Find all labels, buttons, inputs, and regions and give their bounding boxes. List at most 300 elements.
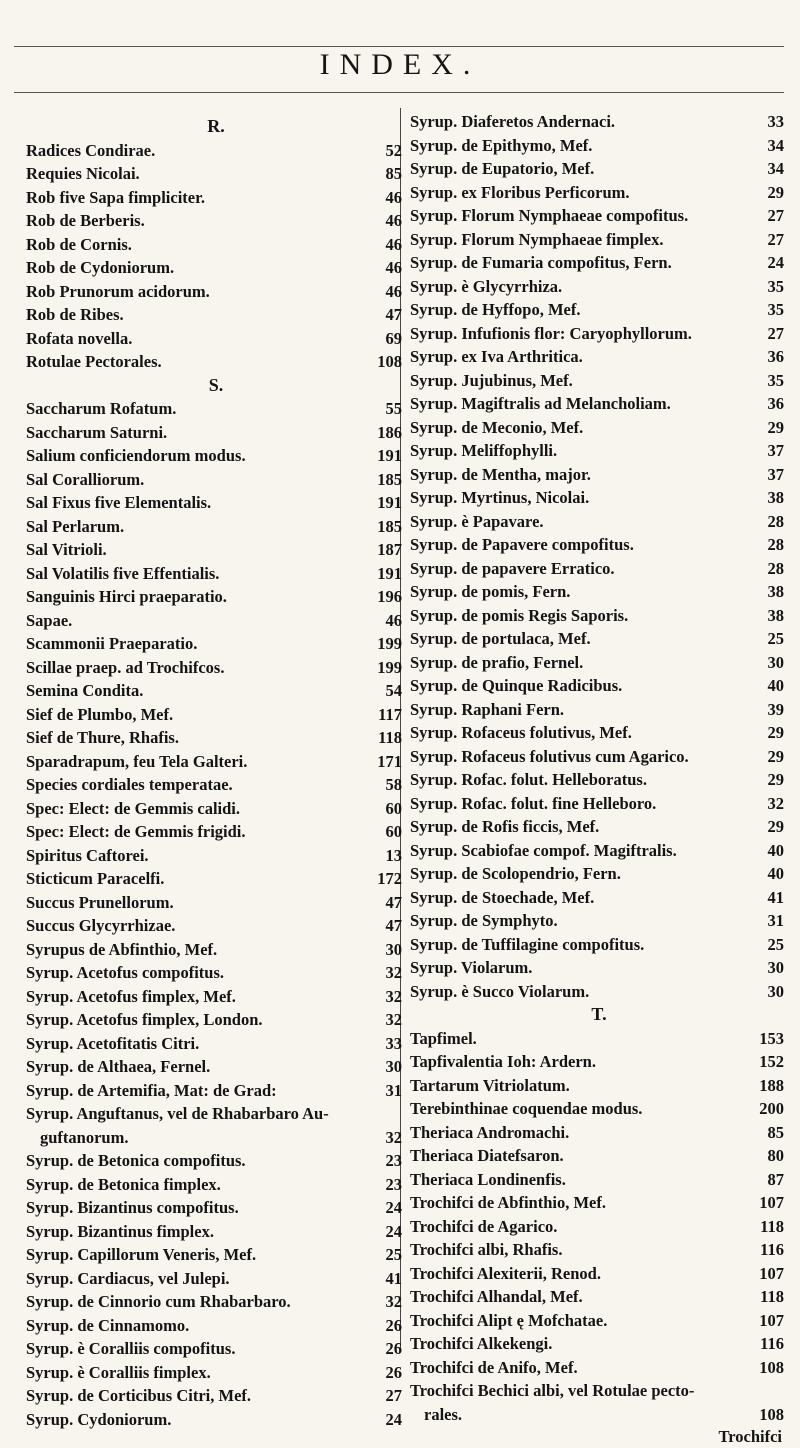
entry-page-number: 108 bbox=[377, 352, 402, 371]
index-entry bbox=[26, 444, 406, 468]
entry-page-number: 191 bbox=[377, 446, 402, 465]
entry-page-number: 107 bbox=[759, 1193, 784, 1212]
entry-title: Rob de Berberis. bbox=[26, 211, 145, 230]
entry-page-number: 60 bbox=[385, 822, 402, 841]
index-entry bbox=[26, 703, 406, 727]
entry-title: Syrup. de pomis Regis Saporis. bbox=[410, 605, 629, 625]
catchword: Trochifci bbox=[718, 1427, 782, 1446]
index-entry bbox=[410, 181, 788, 205]
entry-title: Spec: Elect: de Gemmis calidi. bbox=[26, 798, 241, 818]
index-entry bbox=[410, 1379, 788, 1403]
entry-title: Syrup. ex Floribus Perficorum. bbox=[410, 182, 630, 202]
entry-page-number: 185 bbox=[377, 469, 402, 489]
index-entry bbox=[26, 350, 406, 374]
entry-title: Rofata novella. bbox=[26, 328, 133, 348]
entry-page-number: 54 bbox=[385, 681, 402, 700]
index-entry bbox=[410, 1074, 788, 1098]
entry-page-number: 40 bbox=[767, 840, 784, 860]
index-entry bbox=[26, 1032, 406, 1056]
entry-page-number: 30 bbox=[767, 652, 784, 672]
entry-title: Tapfivalentia Ioh: Ardern. bbox=[410, 1052, 596, 1071]
entry-page-number: 24 bbox=[767, 253, 784, 272]
index-entry bbox=[26, 1267, 406, 1291]
entry-page-number: 32 bbox=[385, 1292, 402, 1311]
index-entry bbox=[26, 1149, 406, 1173]
entry-page-number: 185 bbox=[377, 516, 402, 536]
entry-title: Sanguinis Hirci praeparatio. bbox=[26, 587, 227, 606]
entry-title: Syrup. de Epithymo, Mef. bbox=[410, 135, 593, 155]
index-entry bbox=[26, 468, 406, 492]
index-entry bbox=[410, 1121, 788, 1145]
index-entry bbox=[26, 209, 406, 233]
index-entry bbox=[26, 1196, 406, 1220]
entry-page-number: 38 bbox=[767, 605, 784, 625]
entry-title: Syrup. Cydoniorum. bbox=[26, 1409, 172, 1429]
entry-title: Sticticum Paracelfi. bbox=[26, 869, 165, 888]
entry-title: Trochifci de Anifo, Mef. bbox=[410, 1357, 578, 1377]
entry-title: Rotulae Pectorales. bbox=[26, 352, 162, 371]
entry-title: Syrup. Acetofus fimplex, London. bbox=[26, 1010, 263, 1029]
entry-page-number: 27 bbox=[767, 206, 784, 225]
entry-title: Syrup. de Tuffilagine compofitus. bbox=[410, 934, 645, 954]
index-entry bbox=[26, 1126, 406, 1150]
entry-title: Syrup. de Hyffopo, Mef. bbox=[410, 300, 581, 319]
index-entry bbox=[410, 369, 788, 393]
index-entry bbox=[26, 820, 406, 844]
index-entry bbox=[410, 745, 788, 769]
index-entry bbox=[26, 1243, 406, 1267]
index-entry bbox=[410, 463, 788, 487]
entry-title: Sal Coralliorum. bbox=[26, 469, 145, 489]
index-entry bbox=[26, 914, 406, 938]
top-rule bbox=[14, 46, 784, 47]
entry-page-number: 31 bbox=[767, 911, 784, 930]
entry-page-number: 37 bbox=[767, 441, 784, 460]
index-entry bbox=[26, 162, 406, 186]
entry-title: Syrupus de Abfinthio, Mef. bbox=[26, 939, 218, 959]
entry-page-number: 37 bbox=[767, 464, 784, 484]
entry-title: Species cordiales temperatae. bbox=[26, 775, 233, 794]
entry-page-number: 171 bbox=[377, 751, 402, 771]
index-entry bbox=[26, 327, 406, 351]
entry-title: Syrup. Rofac. folut. Helleboratus. bbox=[410, 770, 647, 789]
index-entry bbox=[410, 1144, 788, 1168]
entry-title: Syrup. de Corticibus Citri, Mef. bbox=[26, 1386, 252, 1405]
entry-page-number: 199 bbox=[377, 634, 402, 653]
index-entry bbox=[26, 280, 406, 304]
entry-page-number: 186 bbox=[377, 422, 402, 442]
index-entry bbox=[410, 486, 788, 510]
entry-page-number: 25 bbox=[767, 629, 784, 648]
index-entry bbox=[26, 773, 406, 797]
index-entry bbox=[26, 750, 406, 774]
index-entry bbox=[410, 557, 788, 581]
index-entry bbox=[410, 1097, 788, 1121]
index-entry bbox=[26, 891, 406, 915]
index-entry bbox=[26, 139, 406, 163]
entry-title: Syrup. Myrtinus, Nicolai. bbox=[410, 488, 590, 507]
index-entry bbox=[410, 157, 788, 181]
entry-title: Syrup. Scabiofae compof. Magiftralis. bbox=[410, 840, 677, 860]
entry-page-number: 46 bbox=[385, 610, 402, 630]
entry-page-number: 27 bbox=[385, 1386, 402, 1405]
entry-title: Scammonii Praeparatio. bbox=[26, 634, 198, 653]
index-entry bbox=[410, 933, 788, 957]
index-entry bbox=[410, 204, 788, 228]
entry-page-number: 29 bbox=[767, 182, 784, 202]
entry-page-number: 31 bbox=[385, 1080, 402, 1100]
index-entry bbox=[26, 1384, 406, 1408]
index-entry bbox=[410, 1238, 788, 1262]
entry-title: Spiritus Caftorei. bbox=[26, 845, 149, 865]
entry-page-number: 46 bbox=[385, 187, 402, 207]
entry-title: rales. bbox=[424, 1404, 463, 1424]
index-entry bbox=[26, 1055, 406, 1079]
entry-page-number: 32 bbox=[767, 793, 784, 813]
entry-page-number: 40 bbox=[767, 676, 784, 695]
entry-page-number: 27 bbox=[767, 323, 784, 343]
entry-page-number: 107 bbox=[759, 1310, 784, 1330]
entry-page-number: 28 bbox=[767, 535, 784, 554]
index-entry bbox=[410, 768, 788, 792]
entry-page-number: 85 bbox=[767, 1122, 784, 1142]
entry-page-number: 32 bbox=[385, 1127, 402, 1147]
entry-title: Sief de Plumbo, Mef. bbox=[26, 704, 174, 724]
index-entry bbox=[410, 510, 788, 534]
index-entry bbox=[410, 228, 788, 252]
index-entry bbox=[410, 1191, 788, 1215]
entry-page-number: 26 bbox=[385, 1315, 402, 1335]
left-column bbox=[26, 115, 406, 1431]
entry-page-number: 108 bbox=[759, 1357, 784, 1377]
index-entry bbox=[26, 1361, 406, 1385]
entry-page-number: 118 bbox=[378, 728, 402, 747]
entry-page-number: 58 bbox=[385, 775, 402, 794]
entry-page-number: 26 bbox=[385, 1339, 402, 1358]
entry-page-number: 46 bbox=[385, 281, 402, 301]
entry-title: Terebinthinae coquendae modus. bbox=[410, 1099, 643, 1118]
entry-page-number: 36 bbox=[767, 347, 784, 366]
entry-title: Syrup. de Cinnorio cum Rhabarbaro. bbox=[26, 1292, 291, 1311]
entry-title: Syrup. è Succo Violarum. bbox=[410, 981, 590, 1001]
index-entry bbox=[410, 604, 788, 628]
entry-page-number: 117 bbox=[378, 704, 402, 724]
index-entry bbox=[410, 298, 788, 322]
entry-title: Syrup. Cardiacus, vel Julepi. bbox=[26, 1268, 230, 1288]
entry-page-number: 27 bbox=[767, 229, 784, 249]
entry-title: Syrup. de Betonica compofitus. bbox=[26, 1151, 246, 1170]
entry-title: Syrup. de portulaca, Mef. bbox=[410, 629, 591, 648]
entry-page-number: 152 bbox=[759, 1052, 784, 1071]
entry-title: Syrup. Infufionis flor: Caryophyllorum. bbox=[410, 323, 692, 343]
index-entry bbox=[410, 839, 788, 863]
entry-page-number: 30 bbox=[385, 939, 402, 959]
entry-page-number: 47 bbox=[385, 305, 402, 324]
index-entry bbox=[410, 1285, 788, 1309]
entry-page-number: 25 bbox=[767, 934, 784, 954]
index-entry bbox=[410, 251, 788, 275]
entry-title: Syrup. Diaferetos Andernaci. bbox=[410, 112, 616, 131]
index-entry bbox=[26, 632, 406, 656]
entry-title: Syrup. è Glycyrrhiza. bbox=[410, 276, 563, 296]
entry-title: Syrup. de pomis, Fern. bbox=[410, 582, 571, 601]
entry-title: Tartarum Vitriolatum. bbox=[410, 1075, 570, 1095]
entry-title: Salium conficiendorum modus. bbox=[26, 446, 246, 465]
entry-title: Trochifci Bechici albi, vel Rotulae pecto- bbox=[410, 1381, 695, 1400]
section-heading: R. bbox=[207, 116, 225, 136]
entry-title: Theriaca Andromachi. bbox=[410, 1122, 570, 1142]
entry-page-number: 38 bbox=[767, 488, 784, 507]
index-entry bbox=[26, 1290, 406, 1314]
entry-page-number: 200 bbox=[759, 1099, 784, 1118]
entry-title: Tapfimel. bbox=[410, 1028, 477, 1048]
index-entry bbox=[26, 562, 406, 586]
entry-title: Trochifci de Abfinthio, Mef. bbox=[410, 1193, 607, 1212]
entry-page-number: 46 bbox=[385, 211, 402, 230]
index-entry bbox=[26, 961, 406, 985]
entry-page-number: 33 bbox=[385, 1033, 402, 1053]
section-heading: S. bbox=[208, 374, 224, 395]
entry-page-number: 30 bbox=[385, 1057, 402, 1076]
entry-title: Syrup. Acetofus fimplex, Mef. bbox=[26, 986, 236, 1006]
index-entry bbox=[26, 726, 406, 750]
entry-title: Syrup. ex Iva Arthritica. bbox=[410, 347, 583, 366]
index-entry bbox=[410, 792, 788, 816]
entry-title: Syrup. de Stoechade, Mef. bbox=[410, 887, 595, 907]
entry-title: Syrup. Florum Nymphaeae compofitus. bbox=[410, 206, 689, 225]
entry-page-number: 35 bbox=[767, 370, 784, 390]
entry-page-number: 36 bbox=[767, 394, 784, 413]
entry-page-number: 26 bbox=[385, 1362, 402, 1382]
entry-title: Syrup. Bizantinus fimplex. bbox=[26, 1221, 214, 1241]
entry-title: Rob Prunorum acidorum. bbox=[26, 281, 210, 301]
entry-page-number: 46 bbox=[385, 258, 402, 277]
entry-title: Syrup. de Mentha, major. bbox=[410, 464, 591, 484]
entry-page-number: 32 bbox=[385, 963, 402, 982]
index-entry bbox=[410, 134, 788, 158]
entry-title: Sparadrapum, feu Tela Galteri. bbox=[26, 751, 248, 771]
index-entry bbox=[26, 1314, 406, 1338]
index-entry bbox=[410, 956, 788, 980]
entry-page-number: 32 bbox=[385, 1010, 402, 1029]
index-entry bbox=[410, 627, 788, 651]
entry-title: Syrup. de Rofis ficcis, Mef. bbox=[410, 817, 600, 836]
entry-page-number: 153 bbox=[759, 1028, 784, 1048]
index-entry bbox=[410, 1168, 788, 1192]
index-entry bbox=[410, 909, 788, 933]
entry-page-number: 29 bbox=[767, 723, 784, 742]
entry-title: Trochifci de Agarico. bbox=[410, 1216, 558, 1236]
index-entry bbox=[26, 1102, 406, 1126]
entry-page-number: 116 bbox=[760, 1334, 784, 1353]
index-entry bbox=[410, 886, 788, 910]
entry-title: Spec: Elect: de Gemmis frigidi. bbox=[26, 822, 246, 841]
entry-page-number: 30 bbox=[767, 958, 784, 977]
entry-title: Rob de Cydoniorum. bbox=[26, 258, 175, 277]
index-entry bbox=[410, 721, 788, 745]
index-entry bbox=[26, 609, 406, 633]
entry-title: Syrup. de prafio, Fernel. bbox=[410, 652, 584, 672]
index-entry bbox=[26, 303, 406, 327]
entry-page-number: 41 bbox=[385, 1268, 402, 1288]
entry-page-number: 25 bbox=[385, 1245, 402, 1264]
index-entry bbox=[26, 538, 406, 562]
entry-page-number: 196 bbox=[377, 587, 402, 606]
entry-title: Syrup. de Eupatorio, Mef. bbox=[410, 159, 595, 178]
entry-page-number: 33 bbox=[767, 112, 784, 131]
entry-title: Syrup. Rofaceus folutivus, Mef. bbox=[410, 723, 632, 742]
entry-title: Syrup. de Artemifia, Mat: de Grad: bbox=[26, 1080, 277, 1100]
entry-title: Succus Prunellorum. bbox=[26, 892, 174, 912]
entry-title: Syrup. de Scolopendrio, Fern. bbox=[410, 864, 621, 883]
index-entry bbox=[26, 985, 406, 1009]
index-entry bbox=[26, 256, 406, 280]
entry-page-number: 116 bbox=[760, 1240, 784, 1259]
entry-page-number: 24 bbox=[385, 1198, 402, 1217]
index-entry bbox=[26, 938, 406, 962]
entry-title: Radices Condirae. bbox=[26, 140, 156, 160]
entry-page-number: 188 bbox=[759, 1075, 784, 1095]
entry-title: Syrup. Rofaceus folutivus cum Agarico. bbox=[410, 746, 689, 766]
index-entry bbox=[410, 698, 788, 722]
entry-title: Syrup. de Betonica fimplex. bbox=[26, 1174, 221, 1194]
index-entry bbox=[410, 1403, 788, 1427]
entry-page-number: 47 bbox=[385, 892, 402, 912]
entry-page-number: 55 bbox=[385, 399, 402, 418]
index-entry bbox=[26, 515, 406, 539]
entry-title: Syrup. de Althaea, Fernel. bbox=[26, 1057, 211, 1076]
entry-title: Syrup. de Fumaria compofitus, Fern. bbox=[410, 253, 672, 272]
index-entry bbox=[410, 416, 788, 440]
entry-title: Syrup. Capillorum Veneris, Mef. bbox=[26, 1245, 257, 1264]
entry-page-number: 13 bbox=[385, 845, 402, 865]
entry-page-number: 29 bbox=[767, 817, 784, 836]
entry-title: Scillae praep. ad Trochifcos. bbox=[26, 657, 225, 677]
entry-title: Syrup. Rofac. folut. fine Helleboro. bbox=[410, 793, 657, 813]
index-entry bbox=[26, 1173, 406, 1197]
entry-page-number: 29 bbox=[767, 417, 784, 437]
entry-page-number: 39 bbox=[767, 699, 784, 719]
entry-page-number: 85 bbox=[385, 164, 402, 183]
index-entry bbox=[410, 1332, 788, 1356]
index-entry bbox=[410, 580, 788, 604]
entry-title: Syrup. Florum Nymphaeae fimplex. bbox=[410, 229, 664, 249]
entry-title: Sal Fixus five Elementalis. bbox=[26, 493, 212, 512]
entry-title: Syrup. è Coralliis compofitus. bbox=[26, 1339, 236, 1358]
index-entry bbox=[26, 1008, 406, 1032]
index-entry bbox=[410, 533, 788, 557]
entry-title: Semina Condita. bbox=[26, 681, 144, 700]
entry-page-number: 69 bbox=[385, 328, 402, 348]
entry-title: Syrup. de Papavere compofitus. bbox=[410, 535, 634, 554]
index-entry bbox=[26, 867, 406, 891]
index-entry bbox=[410, 322, 788, 346]
entry-page-number: 35 bbox=[767, 300, 784, 319]
entry-title: Trochifci Alhandal, Mef. bbox=[410, 1287, 583, 1306]
entry-title: Sal Perlarum. bbox=[26, 516, 125, 536]
entry-title: Sief de Thure, Rhafis. bbox=[26, 728, 179, 747]
entry-page-number: 28 bbox=[767, 511, 784, 531]
entry-page-number: 29 bbox=[767, 770, 784, 789]
index-entry bbox=[410, 1050, 788, 1074]
entry-page-number: 172 bbox=[377, 869, 402, 888]
index-entry bbox=[26, 679, 406, 703]
index-entry bbox=[26, 1220, 406, 1244]
entry-page-number: 23 bbox=[385, 1151, 402, 1170]
entry-title: Syrup. Anguftanus, vel de Rhabarbaro Au- bbox=[26, 1104, 329, 1123]
entry-page-number: 32 bbox=[385, 986, 402, 1006]
entry-page-number: 191 bbox=[377, 563, 402, 583]
entry-page-number: 108 bbox=[759, 1404, 784, 1424]
index-entry bbox=[26, 1408, 406, 1432]
entry-title: Requies Nicolai. bbox=[26, 164, 140, 183]
index-entry bbox=[410, 815, 788, 839]
entry-title: guftanorum. bbox=[40, 1127, 129, 1147]
entry-page-number: 28 bbox=[767, 558, 784, 578]
entry-title: Succus Glycyrrhizae. bbox=[26, 916, 176, 935]
index-entry bbox=[410, 1262, 788, 1286]
entry-title: Syrup. Magiftralis ad Melancholiam. bbox=[410, 394, 671, 413]
entry-title: Syrup. de Meconio, Mef. bbox=[410, 417, 584, 437]
index-entry bbox=[26, 186, 406, 210]
entry-title: Sapae. bbox=[26, 610, 73, 630]
index-entry bbox=[26, 421, 406, 445]
entry-title: Syrup. è Papavare. bbox=[410, 511, 544, 531]
index-entry bbox=[410, 651, 788, 675]
entry-title: Syrup. de Cinnamomo. bbox=[26, 1315, 190, 1335]
index-entry bbox=[410, 110, 788, 134]
entry-title: Syrup. è Coralliis fimplex. bbox=[26, 1362, 211, 1382]
entry-page-number: 47 bbox=[385, 916, 402, 935]
entry-title: Syrup. Acetofus compofitus. bbox=[26, 963, 225, 982]
entry-title: Syrup. Violarum. bbox=[410, 958, 533, 977]
entry-title: Saccharum Rofatum. bbox=[26, 399, 177, 418]
page-title: INDEX. bbox=[319, 48, 481, 81]
entry-title: Syrup. de Symphyto. bbox=[410, 911, 558, 930]
entry-title: Trochifci Alkekengi. bbox=[410, 1334, 553, 1353]
index-entry bbox=[410, 1309, 788, 1333]
entry-title: Theriaca Londinenfis. bbox=[410, 1169, 566, 1189]
entry-title: Syrup. de papavere Erratico. bbox=[410, 558, 615, 578]
index-entry bbox=[410, 1215, 788, 1239]
index-entry bbox=[410, 392, 788, 416]
index-entry bbox=[26, 1079, 406, 1103]
entry-page-number: 52 bbox=[385, 140, 402, 160]
index-entry bbox=[410, 980, 788, 1004]
entry-page-number: 24 bbox=[385, 1221, 402, 1241]
entry-title: Syrup. Acetofitatis Citri. bbox=[26, 1033, 200, 1053]
entry-title: Syrup. Raphani Fern. bbox=[410, 699, 565, 719]
index-entry bbox=[26, 233, 406, 257]
entry-title: Trochifci Alipt ę Mofchatae. bbox=[410, 1310, 608, 1330]
entry-page-number: 191 bbox=[377, 493, 402, 512]
right-column bbox=[410, 110, 788, 1448]
index-entry bbox=[410, 1027, 788, 1051]
entry-title: Syrup. de Quinque Radicibus. bbox=[410, 676, 623, 695]
entry-page-number: 24 bbox=[385, 1409, 402, 1429]
entry-page-number: 29 bbox=[767, 746, 784, 766]
entry-title: Rob five Sapa fimpliciter. bbox=[26, 187, 206, 207]
entry-page-number: 38 bbox=[767, 582, 784, 601]
entry-title: Syrup. Jujubinus, Mef. bbox=[410, 370, 573, 390]
title-rule bbox=[14, 92, 784, 93]
entry-page-number: 34 bbox=[767, 159, 784, 178]
index-entry bbox=[26, 656, 406, 680]
entry-title: Trochifci albi, Rhafis. bbox=[410, 1240, 563, 1259]
index-entry bbox=[410, 1356, 788, 1380]
entry-page-number: 40 bbox=[767, 864, 784, 883]
entry-page-number: 23 bbox=[385, 1174, 402, 1194]
